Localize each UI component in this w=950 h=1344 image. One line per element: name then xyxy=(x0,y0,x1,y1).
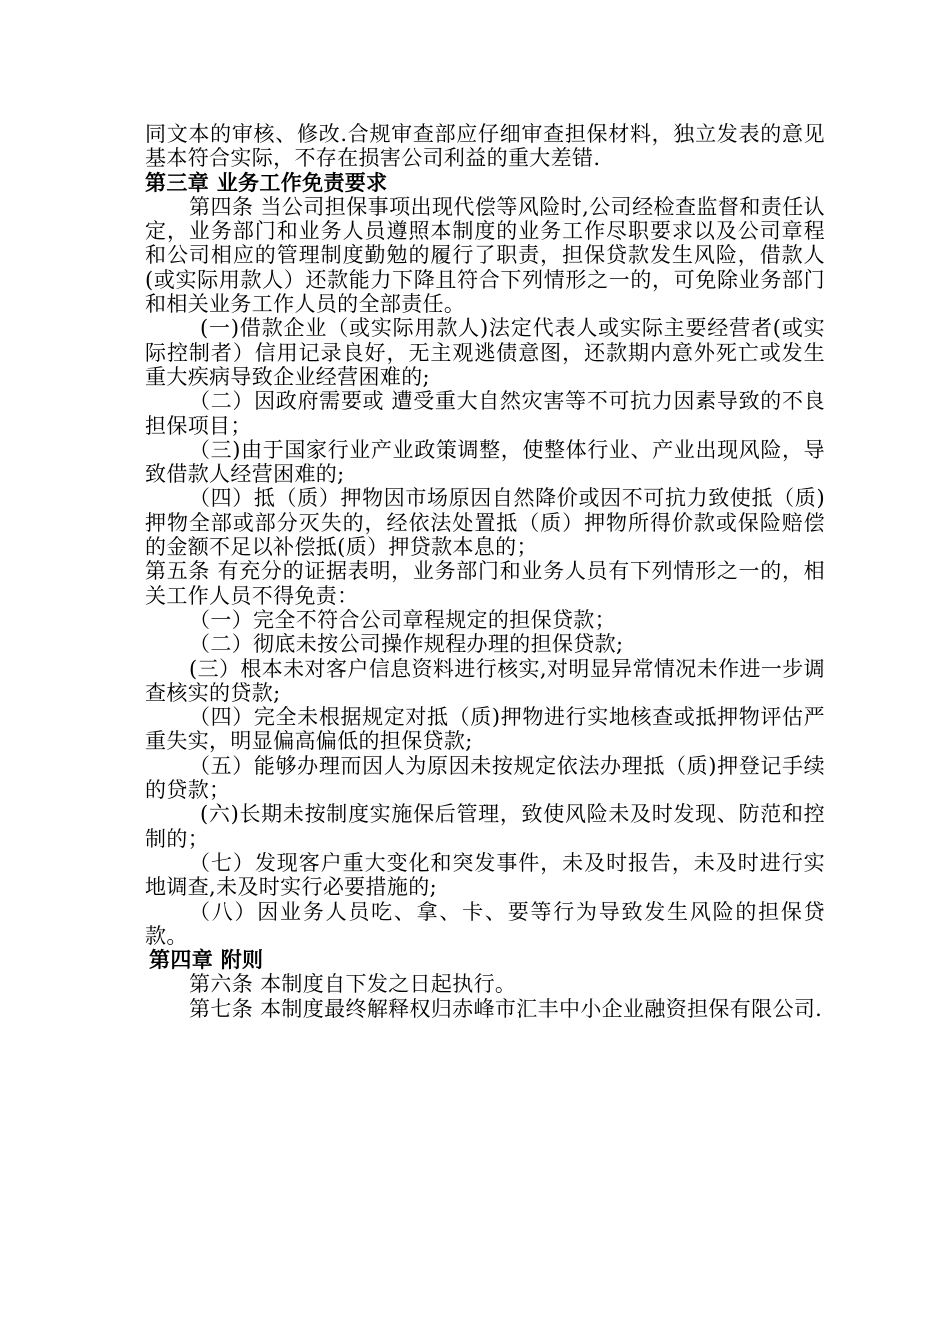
article-4: 第四条 当公司担保事项出现代偿等风险时,公司经检查监督和责任认定，业务部门和业务人员遵照本制度的业务工作尽职要求以及公司章程和公司相应的管理制度勤勉的履行了职责，担保贷款发生风险，借款人(或实际用款人）还款能力下降且符合下列情形之一的，可免除业务部门和相关业务工作人员的全部责任。 xyxy=(145,194,825,317)
article-5: 第五条 有充分的证据表明，业务部门和业务人员有下列情形之一的，相关工作人员不得免责： xyxy=(145,559,825,608)
article-4-item-2: （二）因政府需要或 遭受重大自然灾害等不可抗力因素导致的不良担保项目； xyxy=(145,389,825,438)
article-5-item-7: （七）发现客户重大变化和突发事件，未及时报告，未及时进行实地调查,未及时实行必要措施的; xyxy=(145,850,825,900)
article-5-item-1: （一）完全不符合公司章程规定的担保贷款； xyxy=(189,607,616,632)
chapter-4-heading: 第四章 附则 xyxy=(149,948,264,973)
chapter-3-heading: 第三章 业务工作免责要求 xyxy=(145,170,388,195)
article-5-item-3: (三）根本未对客户信息资料进行核实,对明显异常情况未作进一步调查核实的贷款; xyxy=(145,656,825,705)
article-4-item-3: （三)由于国家行业产业政策调整，使整体行业、产业出现风险，导致借款人经营困难的; xyxy=(145,437,825,487)
article-5-item-6: (六)长期未按制度实施保后管理，致使风险未及时发现、防范和控制的； xyxy=(145,802,825,851)
article-6: 第六条 本制度自下发之日起执行。 xyxy=(189,972,517,997)
paragraph-review-continuation: 同文本的审核、修改.合规审查部应仔细审查担保材料，独立发表的意见基本符合实际，不存在损害公司利益的重大差错. xyxy=(145,122,825,171)
article-4-item-1: (一)借款企业（或实际用款人)法定代表人或实际主要经营者(或实际控制者）信用记录良好，无主观逃债意图，还款期内意外死亡或发生重大疾病导致企业经营困难的; xyxy=(145,316,825,389)
article-5-item-5: （五）能够办理而因人为原因未按规定依法办理抵（质)押登记手续的贷款； xyxy=(145,753,825,803)
article-5-item-8: （八）因业务人员吃、拿、卡、要等行为导致发生风险的担保贷款。 xyxy=(145,899,825,948)
article-4-item-4: （四）抵（质）押物因市场原因自然降价或因不可抗力致使抵（质)押物全部或部分灭失的，经依法处置抵（质）押物所得价款或保险赔偿的金额不足以补偿抵(质）押贷款本息的； xyxy=(145,486,825,560)
document-body xyxy=(145,122,825,1021)
article-5-item-2: （二）彻底未按公司操作规程办理的担保贷款; xyxy=(189,632,624,657)
article-7: 第七条 本制度最终解释权归赤峰市汇丰中小企业融资担保有限公司. xyxy=(189,996,823,1021)
article-5-item-4: （四）完全未根据规定对抵（质)押物进行实地核查或抵押物评估严重失实，明显偏高偏低的担保贷款; xyxy=(145,705,825,754)
